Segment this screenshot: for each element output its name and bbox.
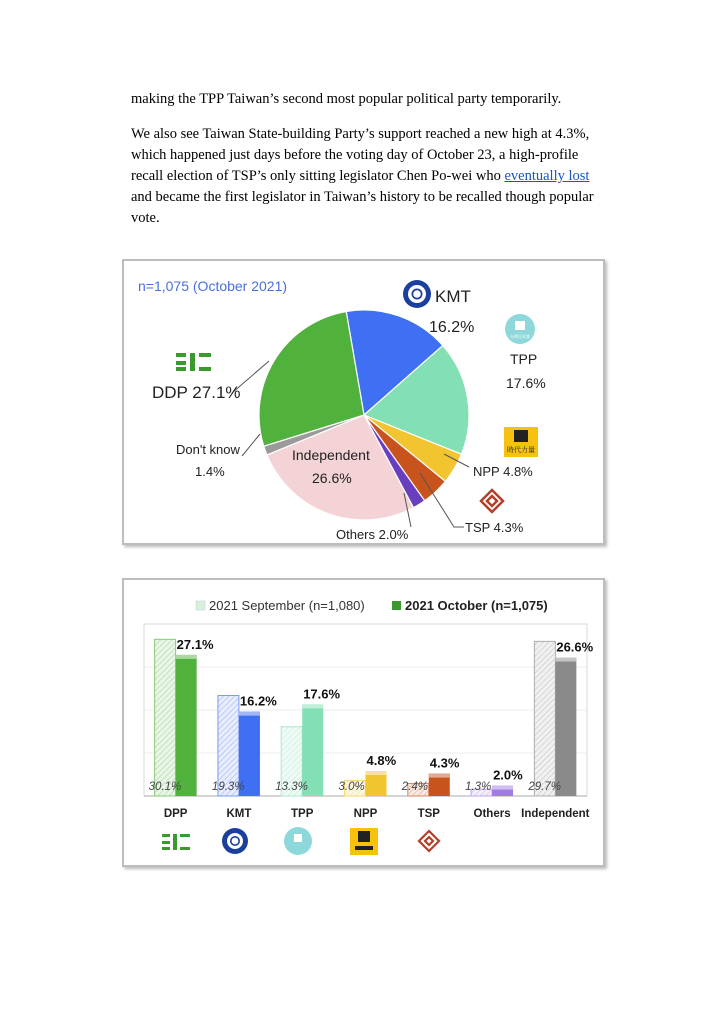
others-label: Others 2.0% [336,527,409,542]
bar-october-independent [555,658,576,796]
label-october-tsp: 4.3% [429,755,460,771]
dpp-logo-small [162,834,190,850]
pie-chart [124,261,603,543]
dontknow-value-label: 1.4% [195,464,225,479]
tpp-logo-text: 台灣民眾黨 [510,334,530,339]
label-october-kmt: 16.2% [239,693,277,709]
label-october-others: 2.0% [493,767,523,783]
npp-label: NPP 4.8% [473,464,533,479]
bar-october-highlight-kmt [239,712,260,716]
bar-october-highlight-dpp [176,655,197,659]
category-label-npp: NPP [353,808,378,820]
kmt-label: KMT [435,287,471,306]
tsp-logo [481,490,503,512]
bar-october-highlight-others [492,786,513,790]
legend-september-label: 2021 September (n=1,080) [209,598,365,613]
tsp-logo-small [419,831,439,851]
bar-october-highlight-tpp [302,704,323,708]
label-october-tpp: 17.6% [303,686,341,702]
dpp-logo [176,353,211,371]
independent-label: Independent [292,447,370,463]
tpp-logo-small [284,827,312,855]
npp-logo-text: 時代力量 [507,447,535,454]
legend-swatch-october [392,601,401,610]
pie-chart-title: n=1,075 (October 2021) [138,278,288,294]
category-label-independent: Independent [521,808,590,820]
ddp-label: DDP 27.1% [152,383,241,402]
bar-chart-panel [122,578,605,867]
dontknow-leader-line [242,434,260,456]
tpp-value-label: 17.6% [506,375,546,391]
bar-september-dpp [155,639,176,796]
kmt-value-label: 16.2% [429,319,475,336]
paragraph-1-text: making the TPP Taiwan’s second most popular political party temporarily. [131,91,562,107]
independent-value-label: 26.6% [312,470,352,486]
category-labels [164,808,590,820]
pie-chart-panel [122,259,605,545]
paragraph-2 [131,124,611,229]
label-september-npp: 3.0% [338,781,365,793]
tpp-label: TPP [510,351,538,367]
npp-logo [504,427,538,457]
label-october-dpp: 27.1% [176,636,214,652]
label-october-npp: 4.8% [366,753,397,769]
label-september-kmt: 19.3% [211,781,245,793]
kmt-logo-small [222,828,248,854]
legend-october-label: 2021 October (n=1,075) [405,598,548,613]
npp-logo-small [350,828,378,855]
category-label-kmt: KMT [226,808,252,820]
paragraph-2-text-end: and became the first legislator in Taiwan’s history to be recalled though popular vote. [131,189,594,226]
label-september-dpp: 30.1% [148,781,182,793]
pie-slices [259,310,469,520]
label-september-tpp: 13.3% [275,781,308,793]
label-october-independent: 26.6% [556,639,594,655]
bar-october-highlight-npp [366,771,387,775]
kmt-logo [403,280,431,308]
tpp-logo [505,314,535,344]
bar-chart [124,580,603,865]
category-label-tpp: TPP [291,808,314,820]
category-label-others: Others [473,808,511,820]
paragraph-1 [131,89,611,110]
bar-october-highlight-independent [555,658,576,662]
category-label-tsp: TSP [417,808,440,820]
legend-swatch-september [196,601,205,610]
dontknow-label: Don't know [176,442,240,457]
label-september-others: 1.3% [465,781,492,793]
bar-september-independent [534,641,555,796]
paragraph-2-text-start: We also see Taiwan State-building Party’s support reached a new high at 4.3%, which happened just days before the voting day of October 23, a high-profile recall election of TSP’s only sitting legislator Chen Po-wei who [131,126,590,184]
label-september-independent: 29.7% [528,781,561,793]
bar-october-highlight-tsp [429,774,450,778]
category-label-dpp: DPP [163,808,188,820]
bar-october-dpp [176,655,197,796]
label-september-tsp: 2.4% [401,781,429,793]
eventually-lost-link[interactable]: eventually lost [504,168,590,184]
tsp-label: TSP 4.3% [465,520,524,535]
